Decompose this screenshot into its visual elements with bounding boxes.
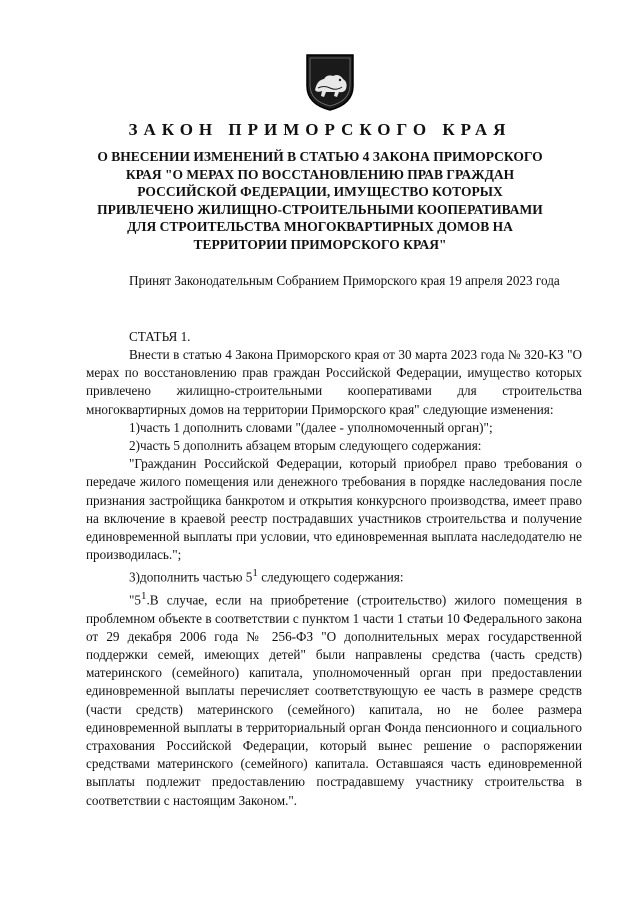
subtitle-line: ТЕРРИТОРИИ ПРИМОРСКОГО КРАЯ" xyxy=(193,236,447,252)
article-title: СТАТЬЯ 1. xyxy=(129,329,191,344)
law-title: ЗАКОН ПРИМОРСКОГО КРАЯ xyxy=(128,120,512,139)
article-paragraph: "Гражданин Российской Федерации, который приобрел право требования о передаче жилого помещения или денежного требования в порядке наследования после признания застройщика банкротом и открытия конкурсного производства, имеет право на включение в краевой реестр пострадавших участников строительства и получение единовременной выплаты при условии, что единовременная выплата наследодателю не производилась."; xyxy=(86,456,582,563)
superscript-index: 1 xyxy=(140,590,147,603)
amendment-3-prefix: 3)дополнить частью 5 xyxy=(129,569,253,585)
coat-of-arms-emblem xyxy=(304,52,356,112)
subtitle-line: ДЛЯ СТРОИТЕЛЬСТВА МНОГОКВАРТИРНЫХ ДОМОВ НА xyxy=(127,219,513,234)
subtitle-line: КРАЯ "О МЕРАХ ПО ВОССТАНОВЛЕНИЮ ПРАВ ГРАЖДАН xyxy=(125,166,515,182)
adoption-note xyxy=(86,272,582,290)
article-paragraph: 1)часть 1 дополнить словами "(далее - уполномоченный орган)"; xyxy=(129,419,493,435)
adoption-text: Принят Законодательным Собранием Приморского края 19 апреля 2023 года xyxy=(129,273,560,288)
subtitle-line: ПРИВЛЕЧЕНО ЖИЛИЩНО-СТРОИТЕЛЬНЫМИ КООПЕРАТИВАМИ xyxy=(97,201,543,217)
subtitle-line: РОССИЙСКОЙ ФЕДЕРАЦИИ, ИМУЩЕСТВО КОТОРЫХ xyxy=(137,184,503,199)
article-paragraph: Внести в статью 4 Закона Приморского края от 30 марта 2023 года № 320-КЗ "О мерах по восстановлению прав граждан Российской Федерации, имущество которых привлечено жилищно-строительными кооперативами для строительства многоквартирных домов на территории Приморского края" следующие изменения: xyxy=(86,347,582,417)
part-number: "5 xyxy=(129,592,141,608)
article-body xyxy=(86,346,582,810)
superscript-index: 1 xyxy=(252,567,258,580)
amendment-3-suffix: следующего содержания: xyxy=(257,569,404,585)
article-paragraph xyxy=(86,587,582,810)
part-text: .В случае, если на приобретение (строительство) жилого помещения в проблемном объекте в соответствии с пунктом 1 части 1 статьи 10 Федерального закона от 29 декабря 2006 года № 256-ФЗ "О дополнительных мерах государственной поддержки семей, имеющих детей" были направлены средства (часть средств) материнского (семейного) капитала, уполномоченный орган при предоставлении единовременной выплаты перечисляет соответствующую ее часть в размере средств (части средств) материнского (семейного) капитала, но не более размера единовременной выплаты в территориальный орган Фонда пенсионного и социального страхования Российской Федерации, который вынес решение о распоряжении средствами материнского (семейного) капитала. Оставшаяся часть единовременной выплаты подлежит предоставлению пострадавшему участнику строительства в соответствии с настоящим Законом.". xyxy=(86,592,582,808)
article-heading-block xyxy=(86,328,582,346)
article-paragraph: 2)часть 5 дополнить абзацем вторым следующего содержания: xyxy=(129,438,482,454)
subtitle-line: О ВНЕСЕНИИ ИЗМЕНЕНИЙ В СТАТЬЮ 4 ЗАКОНА ПРИМОРСКОГО xyxy=(97,149,543,164)
article-paragraph xyxy=(86,564,582,587)
law-subtitle xyxy=(80,148,560,253)
